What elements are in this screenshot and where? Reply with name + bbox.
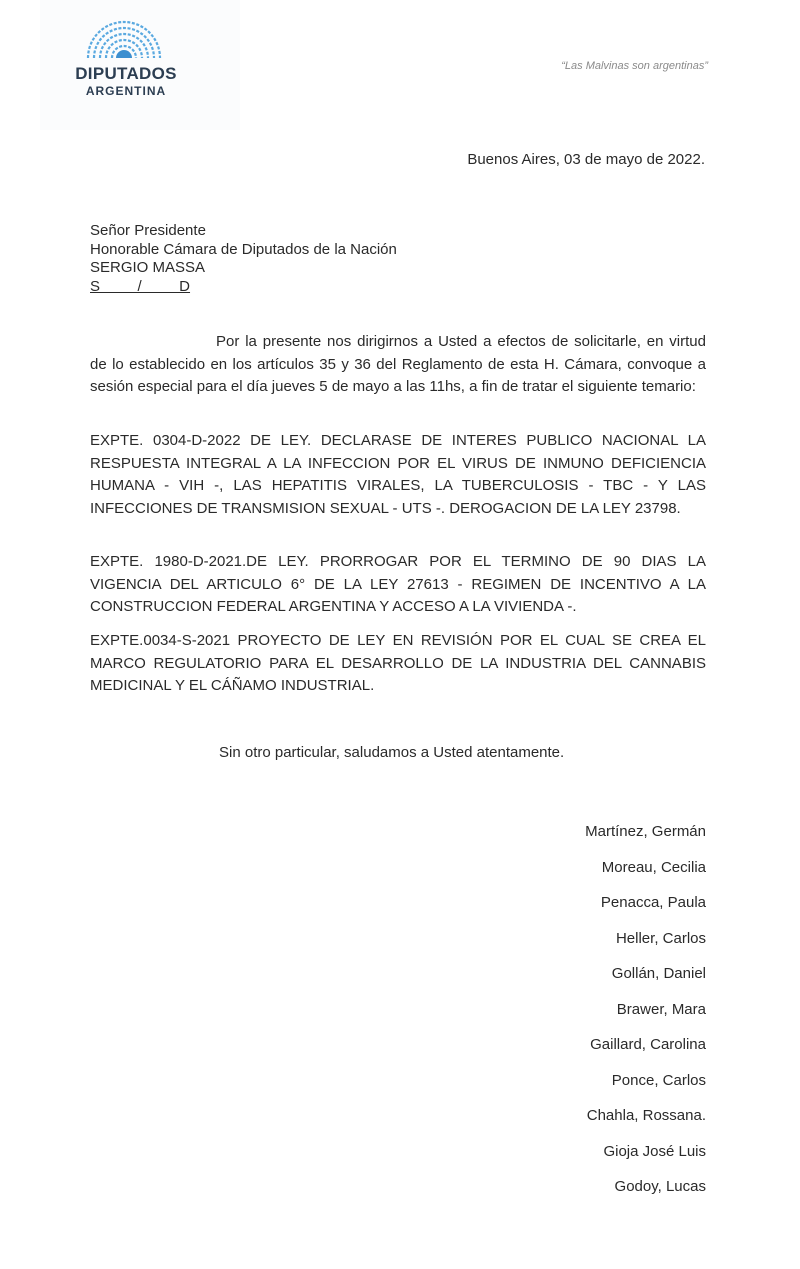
signatory: Gollán, Daniel: [611, 965, 706, 982]
addressee-name: SERGIO MASSA: [90, 259, 206, 276]
congress-dome-icon: [83, 14, 165, 62]
signatory: Godoy, Lucas: [614, 1178, 706, 1195]
addressee-title: Señor Presidente: [90, 222, 206, 239]
letter-date: Buenos Aires, 03 de mayo de 2022.: [467, 151, 705, 168]
addressee-institution: Honorable Cámara de Diputados de la Nación: [90, 240, 397, 258]
addressee-sd: S / D: [90, 277, 191, 295]
signatory: Moreau, Cecilia: [601, 858, 706, 876]
signatory: Gaillard, Carolina: [590, 1036, 706, 1053]
closing-line: Sin otro particular, saludamos a Usted atentamente.: [219, 744, 565, 761]
addressee-block: [90, 222, 397, 296]
signatory: Ponce, Carlos: [611, 1071, 706, 1089]
signatory: Heller, Carlos: [615, 929, 706, 947]
signatories-list: [585, 814, 706, 1205]
intro-paragraph: Por la presente nos dirigirnos a Usted a efectos de solicitarle, en virtud de lo establecido en los artículos 35 y 36 del Reglamento de esta H. Cámara, convoque a sesión especial para el día jueves 5 de mayo a las 11hs, a fin de tratar el siguiente temario:: [90, 333, 706, 395]
logo-subtitle: ARGENTINA: [85, 84, 167, 98]
agenda-item: EXPTE.0034-S-2021 PROYECTO DE LEY EN REVISIÓN POR EL CUAL SE CREA EL MARCO REGULATORIO PARA EL DESARROLLO DE LA INDUSTRIA DEL CANNABIS MEDICINAL Y EL CÁÑAMO INDUSTRIAL.: [90, 632, 706, 694]
signatory: Brawer, Mara: [616, 1000, 706, 1018]
logo: [40, 0, 240, 130]
signatory: Martínez, Germán: [585, 823, 706, 840]
signatory: Chahla, Rossana.: [586, 1107, 706, 1124]
signatory: Gioja José Luis: [603, 1142, 706, 1160]
motto: “Las Malvinas son argentinas”: [561, 60, 708, 72]
signatory: Penacca, Paula: [600, 894, 706, 911]
agenda-item: EXPTE. 0304-D-2022 DE LEY. DECLARASE DE INTERES PUBLICO NACIONAL LA RESPUESTA INTEGRAL A LA INFECCION POR EL VIRUS DE INMUNO DEFICIENCIA HUMANA - VIH -, LAS HEPATITIS VIRALES, LA TUBERCULOSIS - TBC - Y LAS INFECCIONES DE TRANSMISION SEXUAL - UTS -. DEROGACION DE LA LEY 23798.: [90, 432, 706, 517]
logo-title: DIPUTADOS: [75, 64, 177, 83]
agenda-item: EXPTE. 1980-D-2021.DE LEY. PRORROGAR POR EL TERMINO DE 90 DIAS LA VIGENCIA DEL ARTICULO 6° DE LA LEY 27613 - REGIMEN DE INCENTIVO A LA CONSTRUCCION FEDERAL ARGENTINA Y ACCESO A LA VIVIENDA -.: [90, 553, 706, 615]
